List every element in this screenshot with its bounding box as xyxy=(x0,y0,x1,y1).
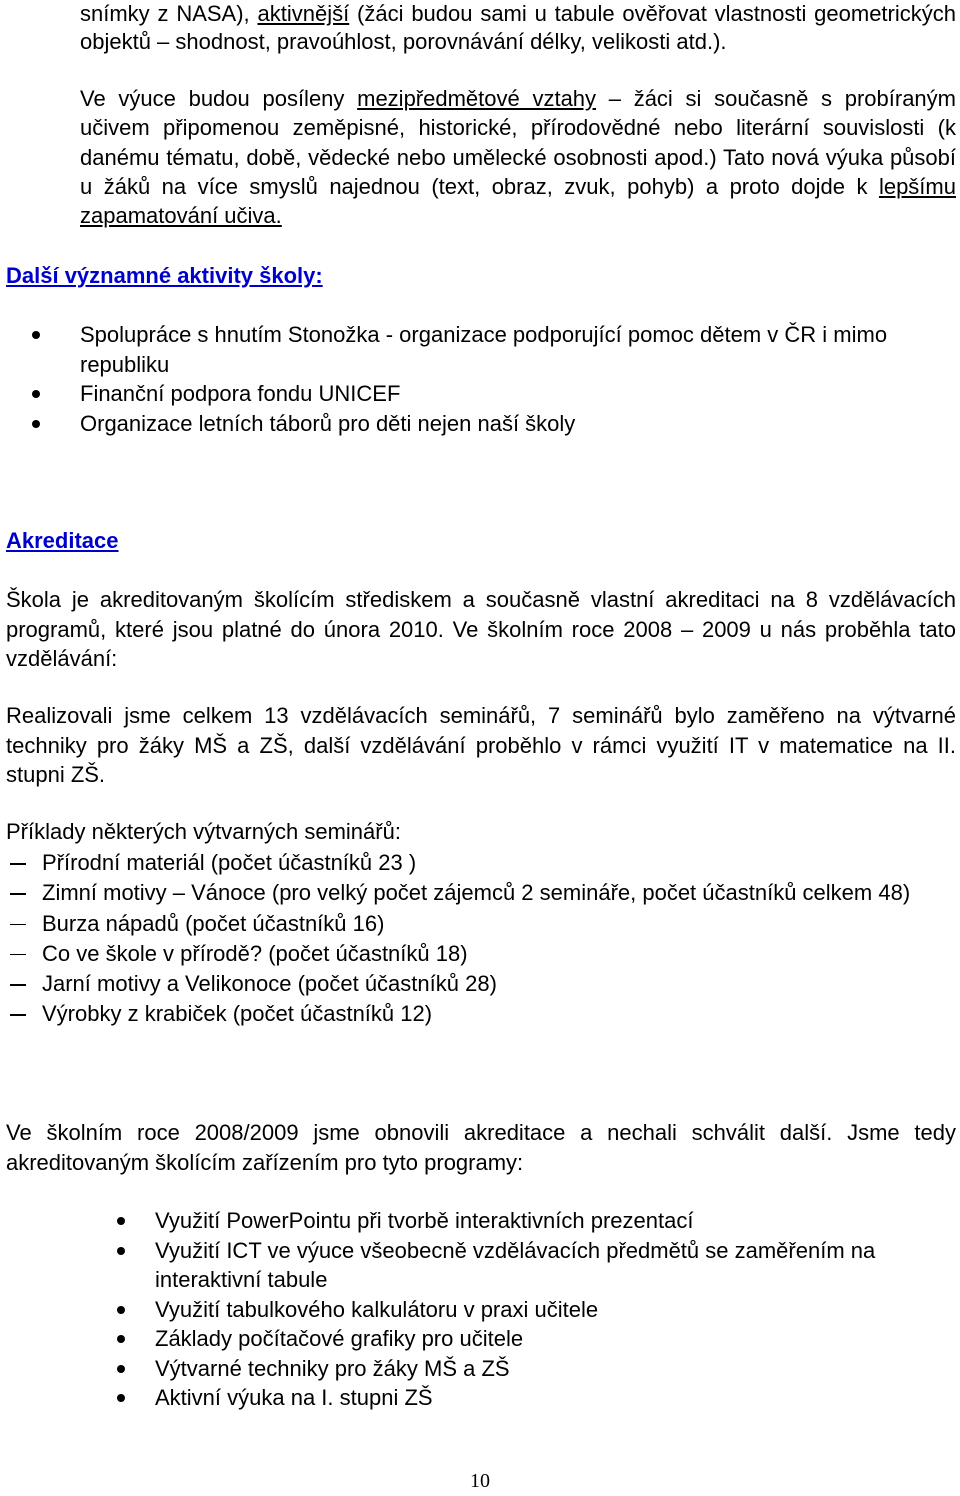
programs-list xyxy=(155,1206,955,1413)
bullet-icon xyxy=(32,390,40,398)
paragraph-interdisciplinary xyxy=(80,84,956,230)
bullet-icon xyxy=(32,331,40,339)
paragraph-seminars-summary: Realizovali jsme celkem 13 vzdělávacích seminářů, 7 seminářů bylo zaměřeno na výtvarné techniky pro žáky MŠ a ZŠ, další vzdělávání proběhlo v rámci využití IT v matematice na II. stupni ZŠ. xyxy=(6,703,956,787)
list-item-text: Spolupráce s hnutím Stonožka - organizace podporující pomoc dětem v ČR i mimo republiku xyxy=(80,322,888,377)
bullet-icon xyxy=(117,1365,125,1373)
heading-accreditation: Akreditace xyxy=(6,528,119,553)
bullet-icon xyxy=(117,1217,125,1225)
list-item xyxy=(80,379,956,409)
list-item xyxy=(42,878,956,908)
list-item xyxy=(155,1295,955,1325)
heading-activities: Další významné aktivity školy: xyxy=(6,263,323,288)
list-item-text: Jarní motivy a Velikonoce (počet účastníků 28) xyxy=(42,971,497,997)
list-item-text: Výtvarné techniky pro žáky MŠ a ZŠ xyxy=(155,1355,510,1381)
dash-icon xyxy=(10,1014,26,1016)
bullet-icon xyxy=(117,1247,125,1255)
list-item-text: Využití PowerPointu při tvorbě interaktivních prezentací xyxy=(155,1208,694,1233)
list-item xyxy=(155,1324,955,1354)
list-item xyxy=(42,999,956,1029)
paragraph-nasa xyxy=(80,0,956,56)
list-item xyxy=(42,969,956,999)
list-item xyxy=(155,1206,955,1236)
list-item-text: Co ve škole v přírodě? (počet účastníků 18) xyxy=(42,940,468,966)
list-item-text: Přírodní materiál (počet účastníků 23 ) xyxy=(42,850,417,875)
list-item xyxy=(42,848,956,878)
dash-icon xyxy=(10,984,26,986)
list-item-text: Organizace letních táborů pro děti nejen naší školy xyxy=(80,410,576,436)
page-number: 10 xyxy=(470,1470,490,1492)
list-item-text: Výrobky z krabiček (počet účastníků 12) xyxy=(42,1001,433,1027)
paragraph-nasa-text-2: (žáci budou sami u tabule ověřovat vlastnosti geometrických objektů – shodnost, pravoúhlost, porovnávání délky, velikosti atd.). xyxy=(80,1,956,55)
list-item xyxy=(80,409,956,439)
dash-icon xyxy=(10,924,26,926)
dash-icon xyxy=(10,954,26,956)
list-item xyxy=(155,1354,955,1384)
bullet-icon xyxy=(117,1335,125,1343)
dash-icon xyxy=(10,863,26,865)
list-item xyxy=(80,320,956,379)
list-item xyxy=(42,939,956,969)
list-item-text: Aktivní výuka na I. stupni ZŠ xyxy=(155,1385,433,1410)
list-item xyxy=(155,1383,955,1413)
underlined-aktivnejsi: aktivnější xyxy=(257,1,350,26)
bullet-icon xyxy=(32,420,40,428)
examples-intro: Příklady některých výtvarných seminářů: xyxy=(6,819,401,844)
list-item-text: Využití tabulkového kalkulátoru v praxi učitele xyxy=(155,1296,599,1322)
activities-list xyxy=(80,320,956,438)
list-item xyxy=(155,1236,955,1295)
list-item-text: Burza nápadů (počet účastníků 16) xyxy=(42,910,385,936)
list-item-text: Zimní motivy – Vánoce (pro velký počet zájemců 2 semináře, počet účastníků celkem 48) xyxy=(42,880,911,906)
paragraph-renewal: Ve školním roce 2008/2009 jsme obnovili akreditace a nechali schválit další. Jsme tedy akreditovaným školícím zařízením pro tyto programy: xyxy=(6,1120,956,1175)
list-item xyxy=(42,909,956,939)
underlined-mezipredmetove-vztahy: mezipředmětové vztahy xyxy=(357,86,597,111)
underlined-lepsimu-zapamatovani: lepšímu zapamatování učiva. xyxy=(80,173,956,229)
list-item-text: Finanční podpora fondu UNICEF xyxy=(80,381,401,406)
paragraph-interdisciplinary-text-2: – žáci si současně s probíraným učivem připomenou zeměpisné, historické, přírodovědné nebo literární souvislosti (k danému tématu, době, vědecké nebo umělecké osobnosti apod.) Tato nová výuka působí u žáků na více smyslů najednou (text, obraz, zvuk, pohyb) a proto dojde k xyxy=(80,86,956,199)
paragraph-interdisciplinary-text-1: Ve výuce budou posíleny xyxy=(80,86,358,111)
list-item-text: Základy počítačové grafiky pro učitele xyxy=(155,1326,524,1351)
list-item-text: Využití ICT ve výuce všeobecně vzdělávacích předmětů se zaměřením na interaktivní tabule xyxy=(155,1237,876,1292)
examples-list xyxy=(42,848,956,1030)
paragraph-accreditation-intro: Škola je akreditovaným školícím střediskem a současně vlastní akreditaci na 8 vzdělávacích programů, které jsou platné do února 2010. Ve školním roce 2008 – 2009 u nás proběhla tato vzdělávání: xyxy=(6,587,956,671)
paragraph-nasa-text-1: snímky z NASA), xyxy=(80,1,258,26)
bullet-icon xyxy=(117,1394,125,1402)
bullet-icon xyxy=(117,1306,125,1314)
dash-icon xyxy=(10,893,26,895)
